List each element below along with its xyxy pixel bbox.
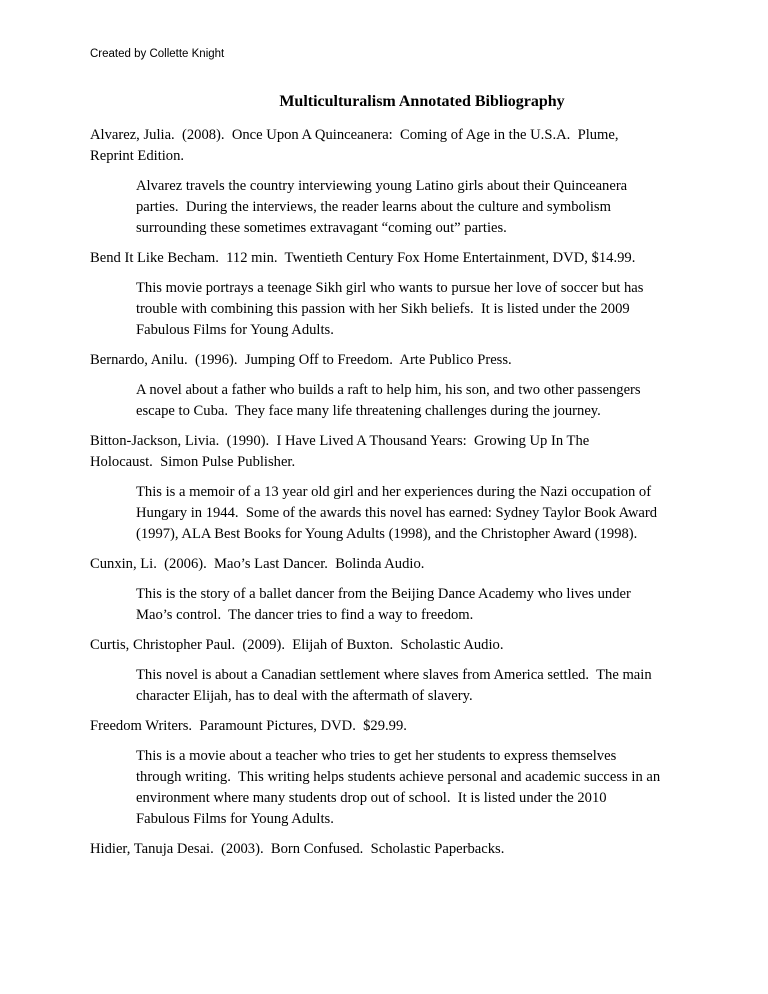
entry-citation: Bernardo, Anilu. (1996). Jumping Off to Freedom. Arte Publico Press. (90, 352, 512, 368)
entry-citation: Hidier, Tanuja Desai. (2003). Born Confused. Scholastic Paperbacks. (90, 841, 505, 857)
bibliography-entry (90, 125, 690, 239)
entry-annotation: This is the story of a ballet dancer from the Beijing Dance Academy who lives under Mao’s control. The dancer tries to find a way to freedom. (136, 586, 631, 623)
entry-citation: Bend It Like Becham. 112 min. Twentieth Century Fox Home Entertainment, DVD, $14.99. (90, 250, 636, 266)
entry-citation: Alvarez, Julia. (2008). Once Upon A Quinceanera: Coming of Age in the U.S.A. Plume, Reprint Edition. (90, 127, 619, 164)
entry-citation: Freedom Writers. Paramount Pictures, DVD. $29.99. (90, 718, 407, 734)
bibliography-entry (90, 716, 690, 830)
bibliography-entry (90, 350, 690, 422)
entry-citation: Cunxin, Li. (2006). Mao’s Last Dancer. Bolinda Audio. (90, 556, 425, 572)
entry-annotation: This novel is about a Canadian settlement where slaves from America settled. The main character Elijah, has to deal with the aftermath of slavery. (136, 667, 652, 704)
entry-annotation: A novel about a father who builds a raft to help him, his son, and two other passengers escape to Cuba. They face many life threatening challenges during the journey. (136, 382, 641, 419)
entry-citation: Curtis, Christopher Paul. (2009). Elijah of Buxton. Scholastic Audio. (90, 637, 504, 653)
bibliography-entry (90, 635, 690, 707)
page-title: Multiculturalism Annotated Bibliography (279, 93, 565, 110)
author-header: Created by Collette Knight (90, 48, 225, 60)
bibliography-entry (90, 431, 690, 545)
bibliography-entry (90, 248, 690, 341)
entry-citation: Bitton-Jackson, Livia. (1990). I Have Lived A Thousand Years: Growing Up In The Holocaust. Simon Pulse Publisher. (90, 433, 590, 470)
bibliography-list (90, 125, 690, 860)
entry-annotation: This is a memoir of a 13 year old girl and her experiences during the Nazi occupation of Hungary in 1944. Some of the awards this novel has earned: Sydney Taylor Book Award (1997), ALA Best Books for Young Adults (1998), and the Christopher Award (1998). (136, 484, 658, 542)
entry-annotation: Alvarez travels the country interviewing young Latino girls about their Quinceanera parties. During the interviews, the reader learns about the culture and symbolism surrounding these sometimes extravagant “coming out” parties. (136, 178, 628, 236)
entry-annotation: This is a movie about a teacher who tries to get her students to express themselves through writing. This writing helps students achieve personal and academic success in an environment where many students drop out of school. It is listed under the 2010 Fabulous Films for Young Adults. (136, 748, 661, 827)
bibliography-entry (90, 554, 690, 626)
entry-annotation: This movie portrays a teenage Sikh girl who wants to pursue her love of soccer but has trouble with combining this passion with her Sikh beliefs. It is listed under the 2009 Fabulous Films for Young Adults. (136, 280, 644, 338)
bibliography-entry (90, 839, 690, 860)
